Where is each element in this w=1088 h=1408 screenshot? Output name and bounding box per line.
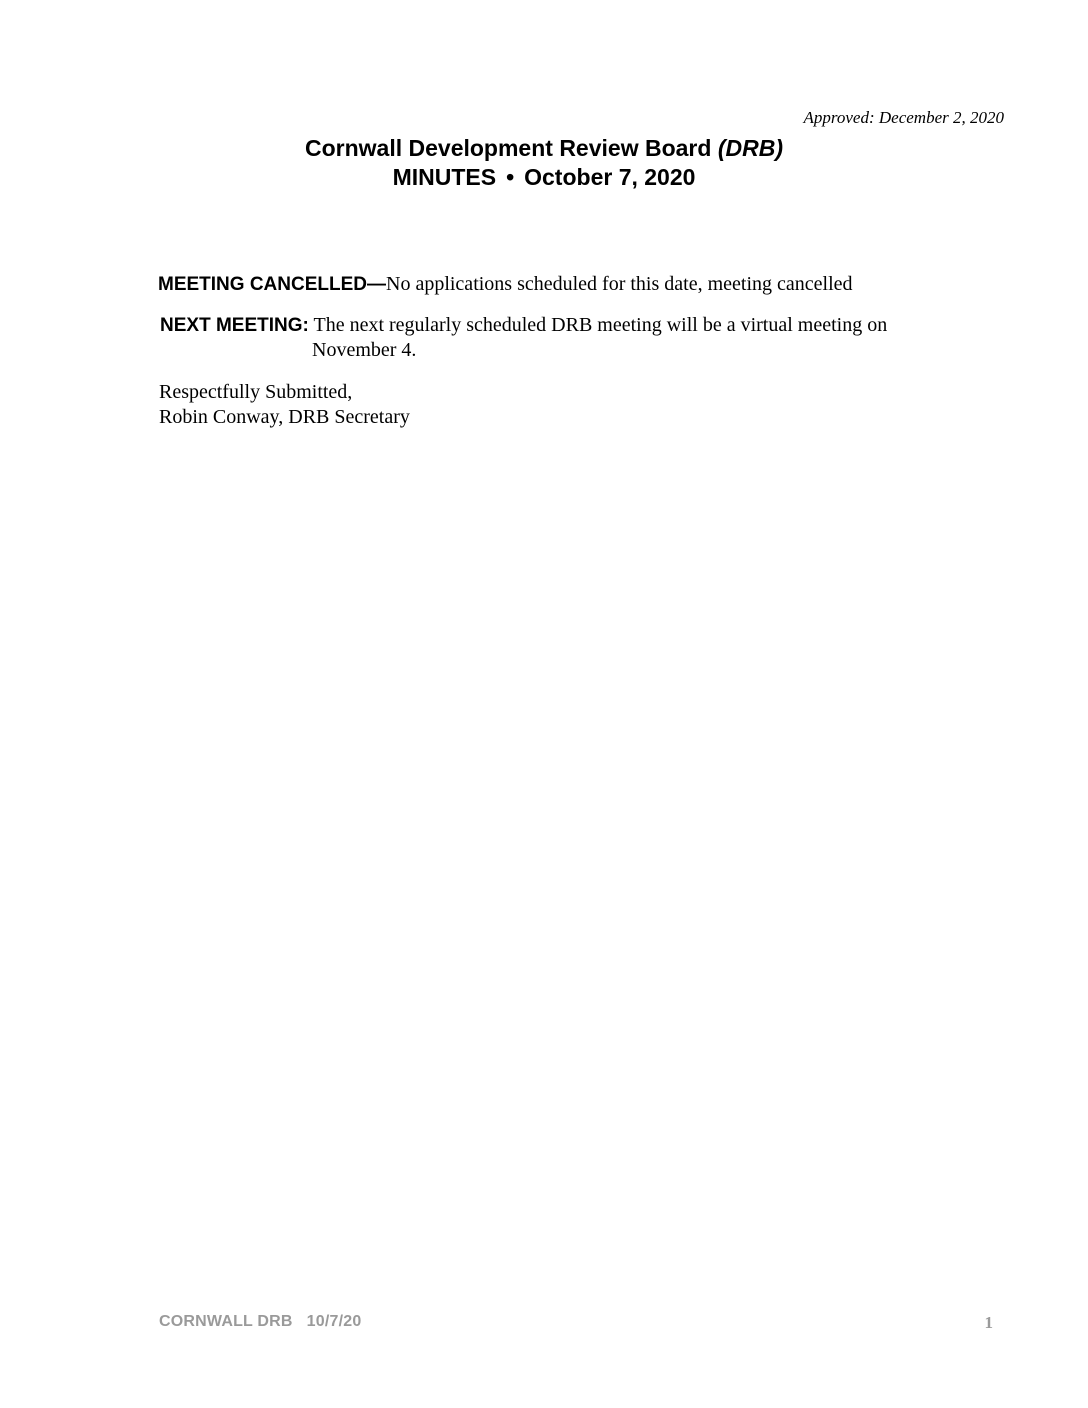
board-title <box>0 134 1088 163</box>
page-number: 1 <box>984 1313 993 1332</box>
footer-label <box>159 1313 361 1331</box>
document-title <box>0 134 1088 192</box>
board-name: Cornwall Development Review Board <box>305 135 712 161</box>
minutes-label: MINUTES <box>392 164 497 190</box>
footer-org: CORNWALL DRB <box>159 1313 293 1330</box>
signatory-line: Robin Conway, DRB Secretary <box>159 406 410 428</box>
next-meeting-paragraph <box>160 313 980 363</box>
footer-date: 10/7/20 <box>306 1313 362 1330</box>
next-meeting-label: NEXT MEETING: <box>160 315 309 336</box>
meeting-cancelled-label: MEETING CANCELLED— <box>158 274 386 295</box>
approval-note: Approved: December 2, 2020 <box>803 108 1004 127</box>
meeting-cancelled-paragraph <box>158 272 978 297</box>
next-meeting-text: The next regularly scheduled DRB meeting will be a virtual meeting on <box>313 314 888 336</box>
signature-block <box>159 380 979 430</box>
closing-line: Respectfully Submitted, <box>159 381 353 403</box>
meeting-date: October 7, 2020 <box>524 164 696 190</box>
meeting-cancelled-text: No applications scheduled for this date, meeting cancelled <box>386 273 853 295</box>
board-abbreviation: (DRB) <box>717 135 783 161</box>
minutes-heading <box>0 163 1088 192</box>
next-meeting-continuation: November 4. <box>312 339 417 361</box>
bullet-separator: • <box>506 164 515 190</box>
